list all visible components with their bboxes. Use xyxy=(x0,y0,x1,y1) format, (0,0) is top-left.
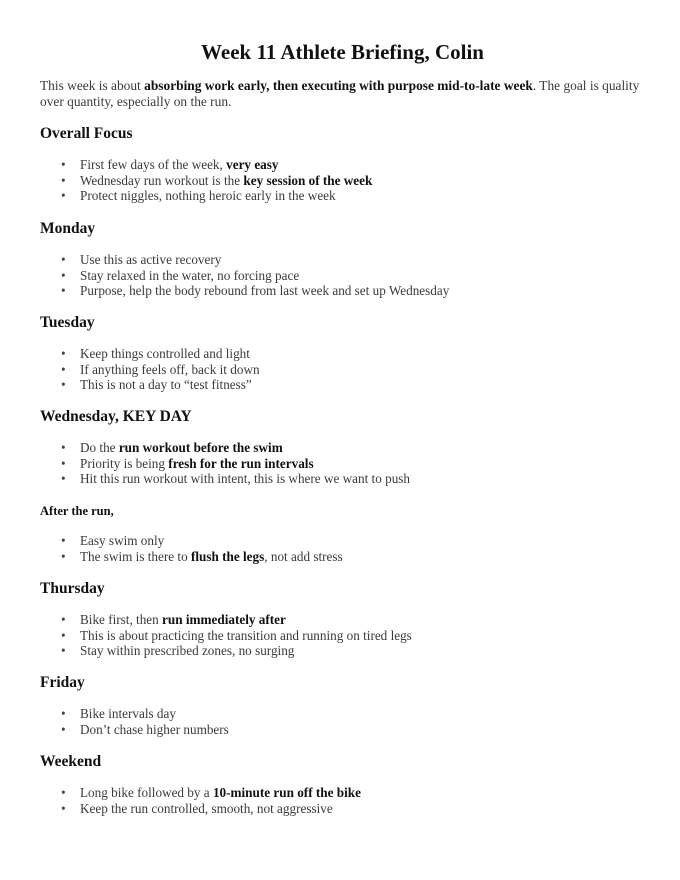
list-item xyxy=(40,549,645,565)
list-item xyxy=(40,456,645,472)
bullet-icon: • xyxy=(61,377,66,393)
item-text: Priority is being xyxy=(80,455,169,471)
bullet-list xyxy=(40,252,645,299)
item-text: Keep things controlled and light xyxy=(80,346,250,361)
bullet-icon: • xyxy=(61,346,66,361)
section-heading: Wednesday, KEY DAY xyxy=(40,408,192,425)
section-heading: Tuesday xyxy=(40,314,95,331)
subsection-heading: After the run, xyxy=(40,504,114,518)
bullet-list xyxy=(40,533,645,564)
section-heading: Overall Focus xyxy=(40,125,133,142)
bullet-icon: • xyxy=(61,533,66,548)
item-text: Bike intervals day xyxy=(80,706,176,721)
item-text: Keep the run controlled, smooth, not aggressive xyxy=(80,800,333,816)
item-text: Wednesday run workout is the xyxy=(80,172,244,188)
section-after-run xyxy=(40,502,645,564)
item-text: Bike first, then xyxy=(80,612,163,627)
bullet-icon: • xyxy=(61,267,66,283)
item-emphasis: 10-minute run off the bike xyxy=(212,785,361,800)
list-item xyxy=(40,722,645,738)
list-item xyxy=(40,252,645,268)
list-item xyxy=(40,346,645,362)
bullet-list xyxy=(40,706,645,737)
bullet-icon: • xyxy=(61,800,66,816)
item-text: If anything feels off, back it down xyxy=(80,361,260,377)
bullet-list xyxy=(40,785,645,816)
section-heading: Thursday xyxy=(40,580,105,597)
bullet-icon: • xyxy=(61,785,66,800)
list-item xyxy=(40,157,645,173)
bullet-list xyxy=(40,612,645,659)
bullet-icon: • xyxy=(61,157,66,172)
list-item xyxy=(40,268,645,284)
intro-emphasis: absorbing work early, then executing with purpose mid-to-late week xyxy=(144,78,533,93)
bullet-icon: • xyxy=(61,706,66,721)
list-item xyxy=(40,643,645,659)
item-text: First few days of the week, xyxy=(80,157,227,172)
list-item xyxy=(40,801,645,817)
list-item xyxy=(40,785,645,801)
bullet-icon: • xyxy=(61,188,66,204)
section-weekend xyxy=(40,752,645,816)
list-item xyxy=(40,612,645,628)
item-emphasis: run immediately after xyxy=(162,612,286,627)
bullet-icon: • xyxy=(61,283,66,299)
section-overall-focus xyxy=(40,124,645,204)
item-emphasis: run workout before the swim xyxy=(118,440,283,455)
item-text: Easy swim only xyxy=(80,533,165,548)
list-item xyxy=(40,533,645,549)
list-item xyxy=(40,706,645,722)
item-text: Hit this run workout with intent, this is where we want to push xyxy=(80,471,411,487)
bullet-icon: • xyxy=(61,721,66,737)
item-text: Long bike followed by a xyxy=(80,785,213,800)
intro-paragraph xyxy=(40,78,645,110)
list-item xyxy=(40,377,645,393)
item-text: This is not a day to “test fitness” xyxy=(80,377,252,393)
section-tuesday xyxy=(40,313,645,393)
section-heading: Weekend xyxy=(40,753,102,770)
bullet-icon: • xyxy=(61,172,66,188)
intro-text-end: . The goal is quality over quantity, especially on the run. xyxy=(40,78,640,109)
bullet-icon: • xyxy=(61,455,66,471)
list-item xyxy=(40,173,645,189)
bullet-icon: • xyxy=(61,252,66,267)
section-heading: Friday xyxy=(40,674,85,691)
item-text: Don’t chase higher numbers xyxy=(80,721,229,737)
section-thursday xyxy=(40,579,645,659)
bullet-list xyxy=(40,157,645,204)
section-monday xyxy=(40,219,645,299)
item-emphasis: fresh for the run intervals xyxy=(168,455,314,471)
item-text: The swim is there to xyxy=(80,548,191,564)
item-text: Use this as active recovery xyxy=(80,252,222,267)
bullet-icon: • xyxy=(61,548,66,564)
list-item xyxy=(40,188,645,204)
document-title: Week 11 Athlete Briefing, Colin xyxy=(201,40,484,64)
list-item xyxy=(40,362,645,378)
item-text: Do the xyxy=(80,440,119,455)
section-wednesday xyxy=(40,407,645,487)
intro-text: This week is about xyxy=(40,78,145,93)
list-item xyxy=(40,471,645,487)
list-item xyxy=(40,283,645,299)
item-text: Stay relaxed in the water, no forcing pace xyxy=(80,267,300,283)
bullet-icon: • xyxy=(61,471,66,487)
bullet-icon: • xyxy=(61,361,66,377)
bullet-list xyxy=(40,346,645,393)
bullet-icon: • xyxy=(61,440,66,455)
item-text-end: , not add stress xyxy=(264,548,343,564)
section-friday xyxy=(40,673,645,737)
item-emphasis: very easy xyxy=(226,157,279,172)
bullet-icon: • xyxy=(61,627,66,643)
list-item xyxy=(40,440,645,456)
bullet-list xyxy=(40,440,645,487)
list-item xyxy=(40,628,645,644)
item-text: Protect niggles, nothing heroic early in the week xyxy=(80,188,336,204)
item-text: Purpose, help the body rebound from last week and set up Wednesday xyxy=(80,283,450,299)
bullet-icon: • xyxy=(61,612,66,627)
item-emphasis: key session of the week xyxy=(243,172,373,188)
item-text: This is about practicing the transition and running on tired legs xyxy=(80,627,412,643)
item-emphasis: flush the legs xyxy=(190,548,265,564)
section-heading: Monday xyxy=(40,220,96,237)
item-text: Stay within prescribed zones, no surging xyxy=(80,643,295,659)
bullet-icon: • xyxy=(61,643,66,659)
